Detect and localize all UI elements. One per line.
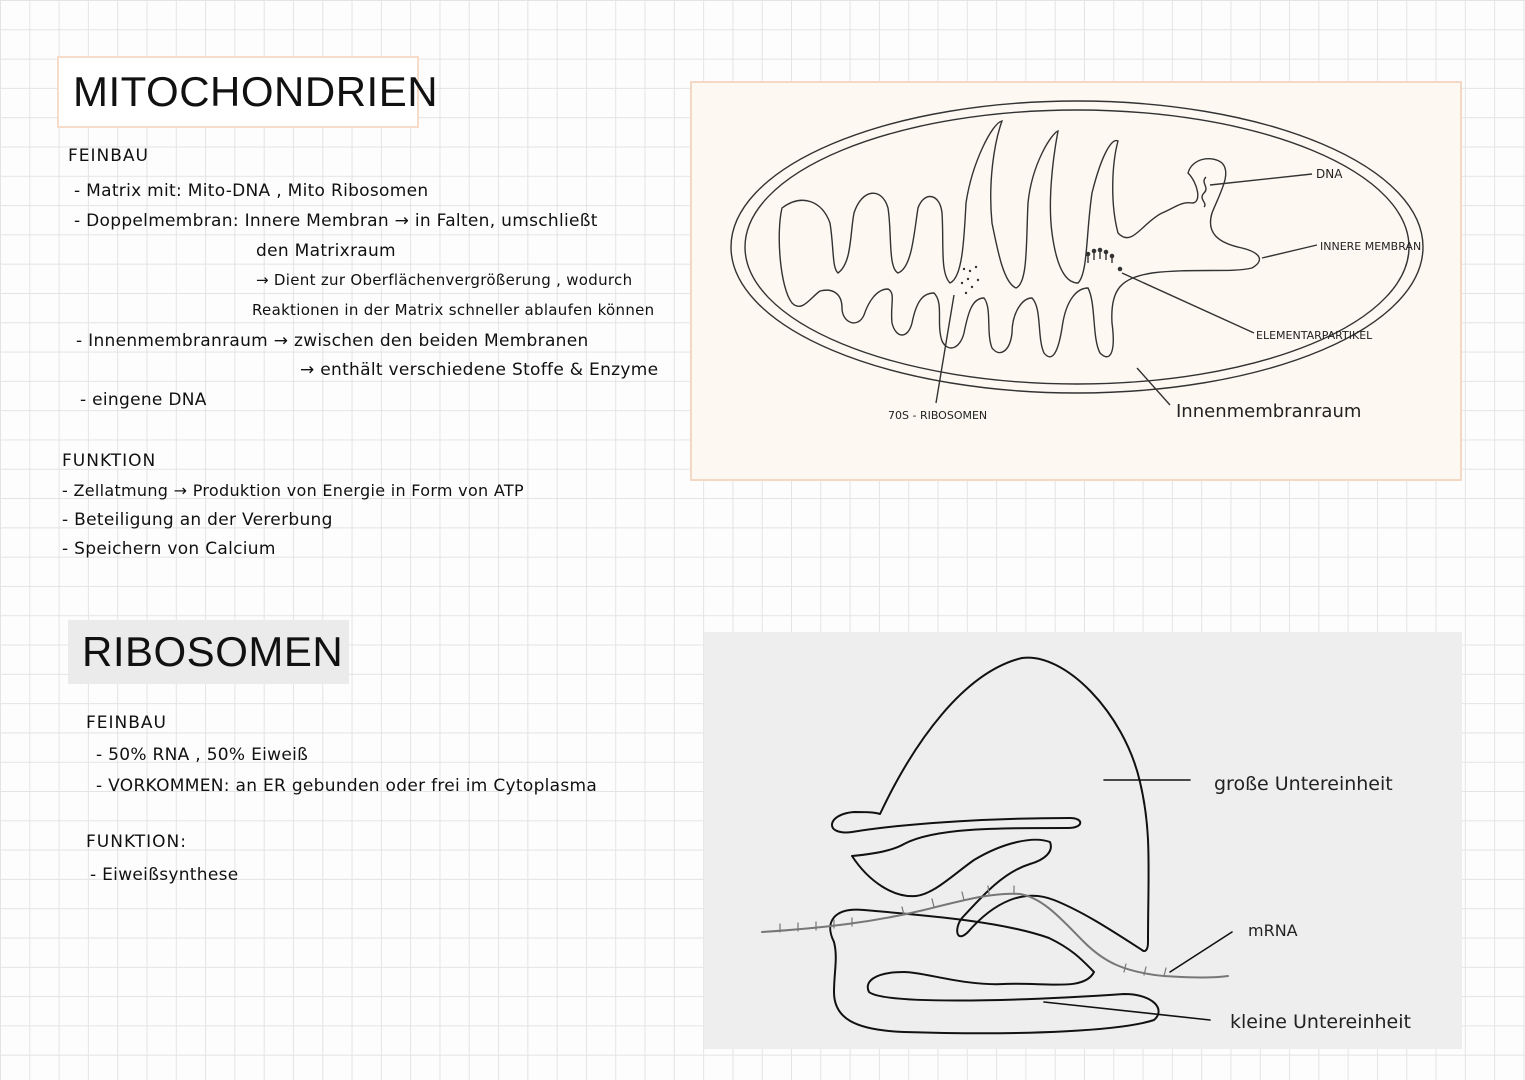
leader-kleine bbox=[1044, 1002, 1210, 1020]
mrna-ticks bbox=[780, 886, 1166, 976]
ribosom-diagram bbox=[704, 632, 1462, 1049]
ribosomen-title: RIBOSOMEN bbox=[68, 620, 349, 684]
mito-feinbau-item: - Matrix mit: Mito-DNA , Mito Ribosomen bbox=[74, 181, 429, 201]
mito-funktion-item: - Beteiligung an der Vererbung bbox=[62, 510, 333, 530]
mito-funktion-heading: FUNKTION bbox=[62, 451, 157, 471]
ribo-funktion-item: - Eiweißsynthese bbox=[90, 865, 239, 885]
label-elementarpartikel: ELEMENTARPARTIKEL bbox=[1256, 329, 1373, 342]
ribosom-diagram-panel bbox=[704, 632, 1462, 1049]
mito-feinbau-item: - eingene DNA bbox=[80, 390, 207, 410]
mito-feinbau-item: - Innenmembranraum → zwischen den beiden Membranen bbox=[76, 331, 589, 351]
mitochondrium-diagram-panel bbox=[690, 81, 1462, 481]
ribo-funktion-heading: FUNKTION: bbox=[86, 832, 187, 852]
mito-funktion-item: - Speichern von Calcium bbox=[62, 539, 276, 559]
label-innere-membran: INNERE MEMBRAN bbox=[1320, 240, 1422, 253]
label-dna: DNA bbox=[1316, 167, 1343, 181]
mito-feinbau-item: - Doppelmembran: Innere Membran → in Falten, umschließt bbox=[74, 211, 598, 231]
mito-feinbau-item: → Dient zur Oberflächenvergrößerung , wodurch bbox=[256, 271, 633, 289]
ribo-feinbau-heading: FEINBAU bbox=[86, 713, 167, 733]
mito-funktion-item: - Zellatmung → Produktion von Energie in Form von ATP bbox=[62, 481, 524, 500]
label-mrna: mRNA bbox=[1248, 921, 1298, 940]
mito-feinbau-item: → enthält verschiedene Stoffe & Enzyme bbox=[300, 360, 659, 380]
ribosomen-dots bbox=[961, 266, 979, 294]
mito-feinbau-item: den Matrixraum bbox=[256, 241, 396, 261]
mito-feinbau-heading: FEINBAU bbox=[68, 146, 149, 166]
dna-loop bbox=[1202, 177, 1206, 207]
mito-feinbau-item: Reaktionen in der Matrix schneller ablaufen können bbox=[252, 301, 655, 319]
label-innenmembranraum: Innenmembranraum bbox=[1176, 401, 1362, 422]
inner-membrane-cristae bbox=[779, 121, 1259, 357]
ribo-feinbau-item: - VORKOMMEN: an ER gebunden oder frei im Cytoplasma bbox=[96, 776, 598, 796]
ribo-feinbau-item: - 50% RNA , 50% Eiweiß bbox=[96, 745, 309, 765]
grosse-untereinheit-shape bbox=[832, 658, 1149, 951]
elementarpartikel-group bbox=[1086, 248, 1121, 270]
label-kleine-untereinheit: kleine Untereinheit bbox=[1230, 1011, 1411, 1033]
label-70s-ribosomen: 70S - RIBOSOMEN bbox=[888, 409, 988, 422]
mitochondrium-diagram bbox=[692, 83, 1460, 479]
label-grosse-untereinheit: große Untereinheit bbox=[1214, 773, 1393, 795]
mitochondrien-title: MITOCHONDRIEN bbox=[57, 56, 419, 128]
leader-mrna bbox=[1170, 932, 1232, 972]
